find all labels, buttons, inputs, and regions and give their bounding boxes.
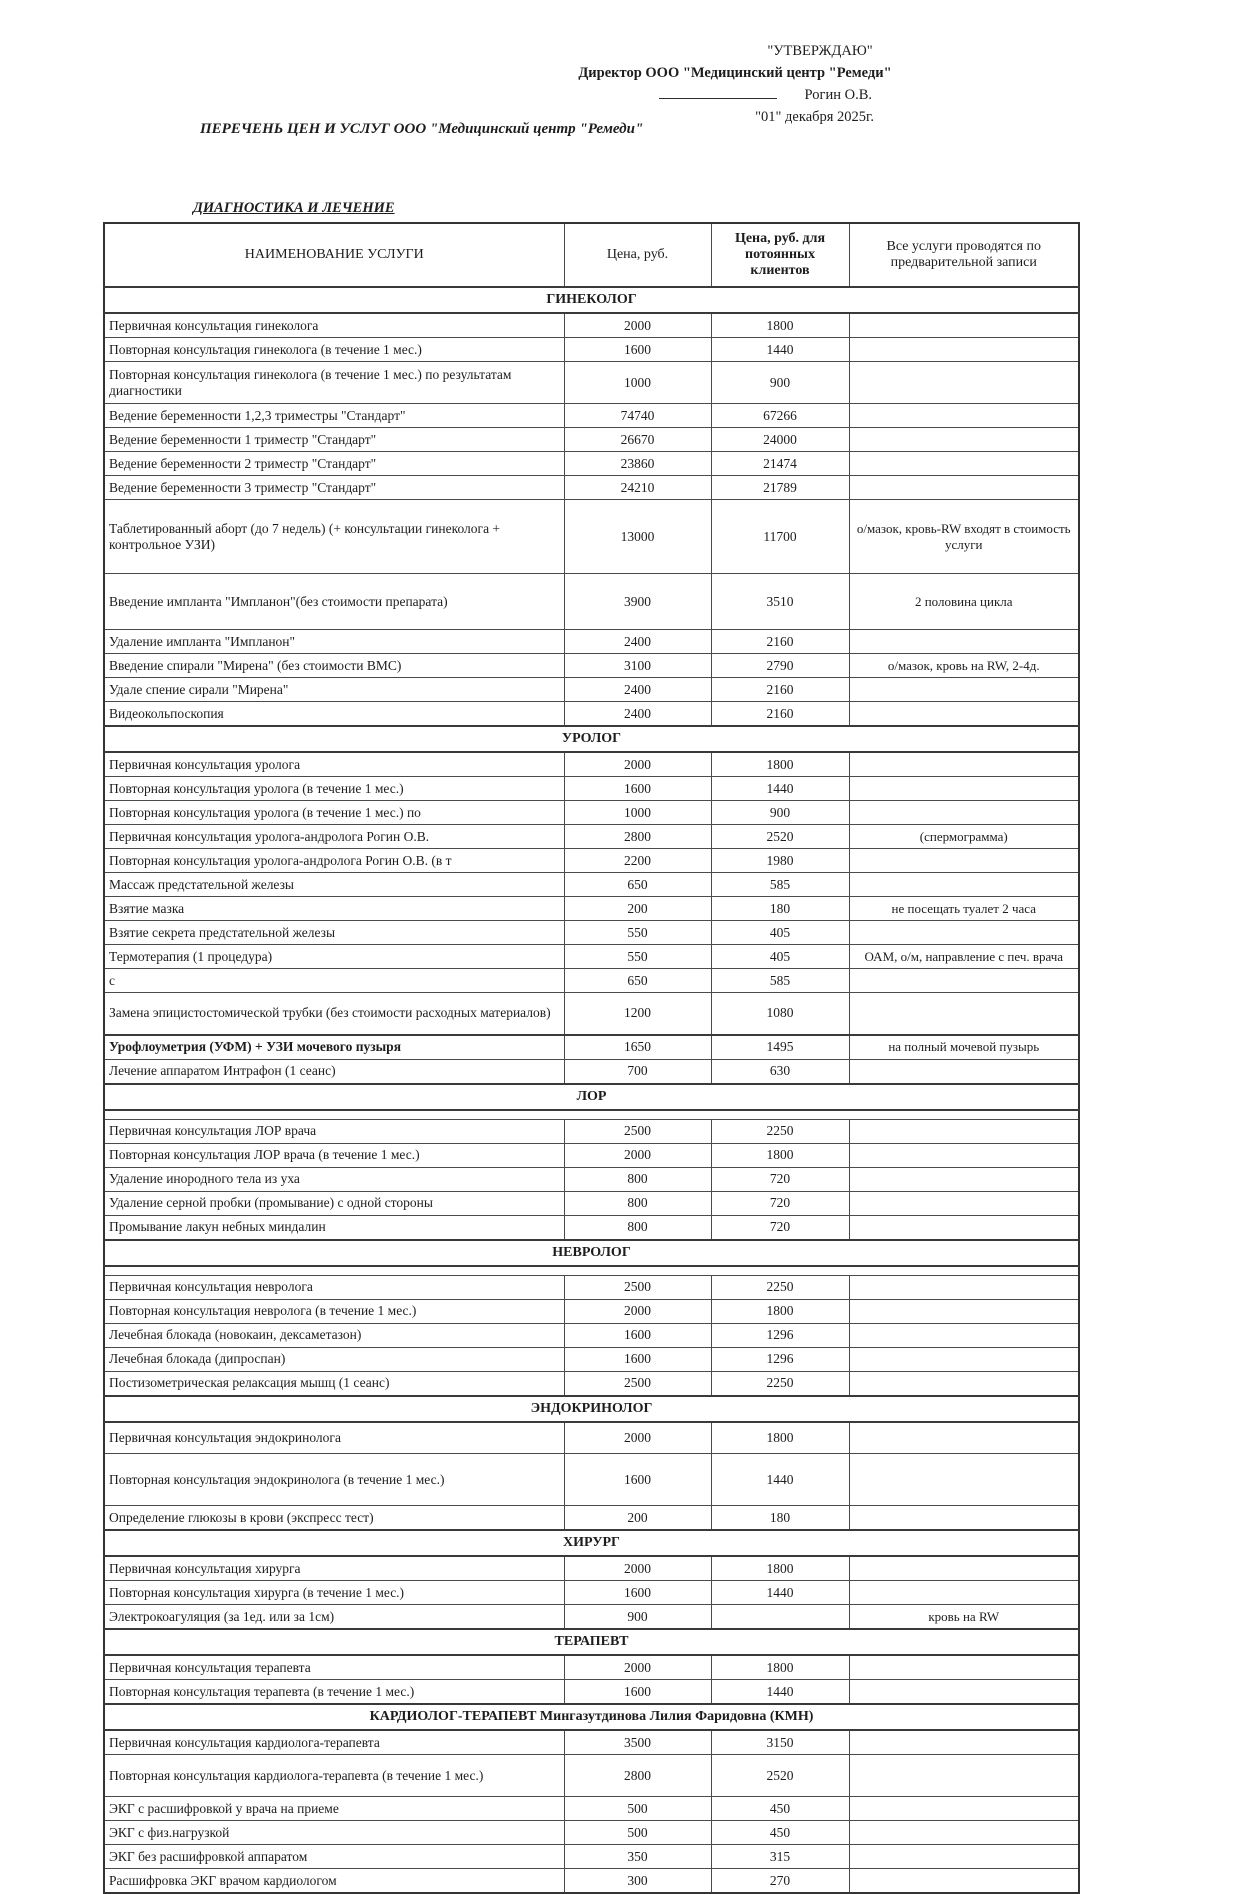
spacer-cell bbox=[104, 1110, 1079, 1120]
service-name-cell: Ведение беременности 3 триместр "Стандарт" bbox=[104, 476, 564, 500]
column-header-price-regular: Цена, руб. для потоянных клиентов bbox=[711, 223, 849, 287]
note-cell: кровь на RW bbox=[849, 1605, 1079, 1630]
note-cell bbox=[849, 801, 1079, 825]
price-regular-cell: 2160 bbox=[711, 630, 849, 654]
note-cell bbox=[849, 1506, 1079, 1531]
service-name-cell: Урофлоуметрия (УФМ) + УЗИ мочевого пузыря bbox=[104, 1035, 564, 1060]
price-regular-cell: 1440 bbox=[711, 1581, 849, 1605]
price-cell: 3500 bbox=[564, 1730, 711, 1755]
note-cell bbox=[849, 630, 1079, 654]
service-row bbox=[104, 1755, 1079, 1797]
section-title: УРОЛОГ bbox=[104, 726, 1079, 752]
note-cell bbox=[849, 1299, 1079, 1323]
service-name-cell: Первичная консультация уролога bbox=[104, 752, 564, 777]
service-name-cell: Повторная консультация гинеколога (в течение 1 мес.) bbox=[104, 338, 564, 362]
price-cell: 300 bbox=[564, 1869, 711, 1894]
section-title: ГИНЕКОЛОГ bbox=[104, 287, 1079, 313]
price-cell: 2800 bbox=[564, 825, 711, 849]
note-cell bbox=[849, 1680, 1079, 1705]
service-name-cell: Введение импланта "Импланон"(без стоимости препарата) bbox=[104, 574, 564, 630]
service-name-cell: Введение спирали "Мирена" (без стоимости ВМС) bbox=[104, 654, 564, 678]
note-cell bbox=[849, 313, 1079, 338]
price-regular-cell: 2250 bbox=[711, 1371, 849, 1396]
service-row bbox=[104, 1143, 1079, 1167]
price-cell: 3900 bbox=[564, 574, 711, 630]
service-row bbox=[104, 574, 1079, 630]
price-table-body bbox=[104, 287, 1079, 1893]
price-regular-cell: 585 bbox=[711, 969, 849, 993]
approval-date: "01" декабря 2025г. bbox=[755, 109, 874, 125]
service-name-cell: Электрокоагуляция (за 1ед. или за 1см) bbox=[104, 1605, 564, 1630]
service-row bbox=[104, 338, 1079, 362]
price-cell: 2500 bbox=[564, 1119, 711, 1143]
price-cell: 1000 bbox=[564, 362, 711, 404]
service-row bbox=[104, 1655, 1079, 1680]
section-title: ТЕРАПЕВТ bbox=[104, 1629, 1079, 1655]
service-name-cell: Лечение аппаратом Интрафон (1 сеанс) bbox=[104, 1059, 564, 1084]
service-row bbox=[104, 1191, 1079, 1215]
price-regular-cell: 2520 bbox=[711, 1755, 849, 1797]
service-name-cell: Удаление импланта "Импланон" bbox=[104, 630, 564, 654]
price-regular-cell: 405 bbox=[711, 921, 849, 945]
service-row bbox=[104, 630, 1079, 654]
price-regular-cell: 180 bbox=[711, 1506, 849, 1531]
price-regular-cell: 720 bbox=[711, 1167, 849, 1191]
price-regular-cell: 24000 bbox=[711, 428, 849, 452]
service-name-cell: Первичная консультация терапевта bbox=[104, 1655, 564, 1680]
price-cell: 650 bbox=[564, 873, 711, 897]
service-row bbox=[104, 897, 1079, 921]
service-row bbox=[104, 428, 1079, 452]
price-cell: 800 bbox=[564, 1191, 711, 1215]
note-cell: ОАМ, о/м, направление с печ. врача bbox=[849, 945, 1079, 969]
note-cell bbox=[849, 1215, 1079, 1240]
price-regular-cell: 1800 bbox=[711, 1655, 849, 1680]
price-regular-cell: 270 bbox=[711, 1869, 849, 1894]
note-cell bbox=[849, 1275, 1079, 1299]
service-name-cell: Термотерапия (1 процедура) bbox=[104, 945, 564, 969]
note-cell bbox=[849, 1371, 1079, 1396]
page-title: ПЕРЕЧЕНЬ ЦЕН И УСЛУГ ООО "Медицинский центр "Ремеди" bbox=[200, 121, 644, 137]
service-name-cell: Повторная консультация эндокринолога (в течение 1 мес.) bbox=[104, 1454, 564, 1506]
service-row bbox=[104, 752, 1079, 777]
price-regular-cell: 900 bbox=[711, 801, 849, 825]
service-name-cell: Взятие мазка bbox=[104, 897, 564, 921]
price-cell: 2000 bbox=[564, 1143, 711, 1167]
price-regular-cell: 180 bbox=[711, 897, 849, 921]
service-name-cell: Первичная консультация хирурга bbox=[104, 1556, 564, 1581]
price-regular-cell: 1495 bbox=[711, 1035, 849, 1060]
price-cell: 1650 bbox=[564, 1035, 711, 1060]
section-header-row bbox=[104, 726, 1079, 752]
service-name-cell: Таблетированный аборт (до 7 недель) (+ консультации гинеколога + контрольное УЗИ) bbox=[104, 500, 564, 574]
note-cell bbox=[849, 1422, 1079, 1454]
service-name-cell: ЭКГ с расшифровкой у врача на приеме bbox=[104, 1797, 564, 1821]
service-name-cell: Первичная консультация эндокринолога bbox=[104, 1422, 564, 1454]
service-row bbox=[104, 1275, 1079, 1299]
price-regular-cell: 720 bbox=[711, 1215, 849, 1240]
price-cell: 3100 bbox=[564, 654, 711, 678]
price-table bbox=[103, 222, 1080, 1894]
price-regular-cell: 3150 bbox=[711, 1730, 849, 1755]
service-row bbox=[104, 1215, 1079, 1240]
service-row bbox=[104, 476, 1079, 500]
note-cell bbox=[849, 1347, 1079, 1371]
note-cell bbox=[849, 1655, 1079, 1680]
section-label: ДИАГНОСТИКА И ЛЕЧЕНИЕ bbox=[193, 200, 395, 216]
note-cell bbox=[849, 1191, 1079, 1215]
price-regular-cell: 1980 bbox=[711, 849, 849, 873]
service-row bbox=[104, 1556, 1079, 1581]
service-name-cell: Повторная консультация гинеколога (в течение 1 мес.) по результатам диагностики bbox=[104, 362, 564, 404]
note-cell bbox=[849, 1821, 1079, 1845]
note-cell bbox=[849, 428, 1079, 452]
price-cell: 700 bbox=[564, 1059, 711, 1084]
price-cell: 2000 bbox=[564, 1422, 711, 1454]
price-regular-cell: 450 bbox=[711, 1821, 849, 1845]
service-row bbox=[104, 969, 1079, 993]
price-regular-cell: 3510 bbox=[711, 574, 849, 630]
note-cell bbox=[849, 1323, 1079, 1347]
service-name-cell: Повторная консультация невролога (в течение 1 мес.) bbox=[104, 1299, 564, 1323]
note-cell bbox=[849, 777, 1079, 801]
service-name-cell: Ведение беременности 1 триместр "Стандарт" bbox=[104, 428, 564, 452]
service-row bbox=[104, 362, 1079, 404]
note-cell bbox=[849, 362, 1079, 404]
section-header-row bbox=[104, 1629, 1079, 1655]
service-name-cell: Расшифровка ЭКГ врачом кардиологом bbox=[104, 1869, 564, 1894]
price-cell: 2000 bbox=[564, 313, 711, 338]
service-name-cell: Массаж предстательной железы bbox=[104, 873, 564, 897]
spacer-row bbox=[104, 1110, 1079, 1120]
note-cell bbox=[849, 849, 1079, 873]
director-line: Директор ООО "Медицинский центр "Ремеди" bbox=[578, 65, 892, 81]
price-regular-cell: 1800 bbox=[711, 752, 849, 777]
approval-block bbox=[560, 40, 910, 128]
price-cell: 2500 bbox=[564, 1371, 711, 1396]
service-row bbox=[104, 1869, 1079, 1894]
service-row bbox=[104, 500, 1079, 574]
service-name-cell: Первичная консультация ЛОР врача bbox=[104, 1119, 564, 1143]
service-name-cell: ЭКГ без расшифровкой аппаратом bbox=[104, 1845, 564, 1869]
note-cell: не посещать туалет 2 часа bbox=[849, 897, 1079, 921]
price-regular-cell: 1800 bbox=[711, 1422, 849, 1454]
price-cell: 2200 bbox=[564, 849, 711, 873]
service-name-cell: Повторная консультация уролога-андролога Рогин О.В. (в т bbox=[104, 849, 564, 873]
price-cell: 2000 bbox=[564, 1556, 711, 1581]
service-name-cell: Повторная консультация ЛОР врача (в течение 1 мес.) bbox=[104, 1143, 564, 1167]
note-cell: (спермограмма) bbox=[849, 825, 1079, 849]
service-name-cell: Ведение беременности 1,2,3 триместры "Стандарт" bbox=[104, 404, 564, 428]
price-regular-cell: 1800 bbox=[711, 1143, 849, 1167]
column-header-note: Все услуги проводятся по предварительной записи bbox=[849, 223, 1079, 287]
service-name-cell: Повторная консультация уролога (в течение 1 мес.) bbox=[104, 777, 564, 801]
service-row bbox=[104, 1035, 1079, 1060]
note-cell bbox=[849, 1845, 1079, 1869]
price-regular-cell: 900 bbox=[711, 362, 849, 404]
service-row bbox=[104, 1680, 1079, 1705]
note-cell bbox=[849, 1119, 1079, 1143]
service-row bbox=[104, 993, 1079, 1035]
price-regular-cell bbox=[711, 1605, 849, 1630]
note-cell bbox=[849, 1730, 1079, 1755]
price-regular-cell: 1800 bbox=[711, 313, 849, 338]
price-regular-cell: 67266 bbox=[711, 404, 849, 428]
price-cell: 1600 bbox=[564, 1680, 711, 1705]
price-cell: 74740 bbox=[564, 404, 711, 428]
service-row bbox=[104, 921, 1079, 945]
price-cell: 2400 bbox=[564, 678, 711, 702]
price-cell: 2000 bbox=[564, 1299, 711, 1323]
service-name-cell: Лечебная блокада (новокаин, дексаметазон) bbox=[104, 1323, 564, 1347]
note-cell bbox=[849, 404, 1079, 428]
note-cell: на полный мочевой пузырь bbox=[849, 1035, 1079, 1060]
price-regular-cell: 1080 bbox=[711, 993, 849, 1035]
table-header-row bbox=[104, 223, 1079, 287]
price-regular-cell: 2250 bbox=[711, 1119, 849, 1143]
service-name-cell: Видеокольпоскопия bbox=[104, 702, 564, 727]
price-cell: 2000 bbox=[564, 1655, 711, 1680]
price-regular-cell: 21474 bbox=[711, 452, 849, 476]
note-cell bbox=[849, 678, 1079, 702]
price-regular-cell: 11700 bbox=[711, 500, 849, 574]
service-row bbox=[104, 849, 1079, 873]
service-row bbox=[104, 702, 1079, 727]
price-cell: 800 bbox=[564, 1215, 711, 1240]
price-cell: 1600 bbox=[564, 1347, 711, 1371]
price-cell: 800 bbox=[564, 1167, 711, 1191]
price-cell: 1600 bbox=[564, 338, 711, 362]
section-title: ХИРУРГ bbox=[104, 1530, 1079, 1556]
price-cell: 13000 bbox=[564, 500, 711, 574]
signer-name: Рогин О.В. bbox=[804, 87, 872, 103]
service-row bbox=[104, 678, 1079, 702]
service-name-cell: Удале спение сирали "Мирена" bbox=[104, 678, 564, 702]
price-cell: 2400 bbox=[564, 702, 711, 727]
price-regular-cell: 2160 bbox=[711, 702, 849, 727]
spacer-row bbox=[104, 1266, 1079, 1276]
note-cell bbox=[849, 752, 1079, 777]
service-row bbox=[104, 801, 1079, 825]
service-name-cell: Повторная консультация кардиолога-терапевта (в течение 1 мес.) bbox=[104, 1755, 564, 1797]
service-row bbox=[104, 1821, 1079, 1845]
service-row bbox=[104, 777, 1079, 801]
service-name-cell: Первичная консультация уролога-андролога Рогин О.В. bbox=[104, 825, 564, 849]
note-cell bbox=[849, 1797, 1079, 1821]
column-header-price: Цена, руб. bbox=[564, 223, 711, 287]
price-cell: 1000 bbox=[564, 801, 711, 825]
approval-word: "УТВЕРЖДАЮ" bbox=[767, 43, 873, 59]
price-regular-cell: 585 bbox=[711, 873, 849, 897]
note-cell bbox=[849, 1167, 1079, 1191]
service-row bbox=[104, 1730, 1079, 1755]
service-name-cell: Взятие секрета предстательной железы bbox=[104, 921, 564, 945]
price-cell: 200 bbox=[564, 897, 711, 921]
section-header-row bbox=[104, 287, 1079, 313]
price-cell: 500 bbox=[564, 1797, 711, 1821]
service-name-cell: Первичная консультация гинеколога bbox=[104, 313, 564, 338]
service-row bbox=[104, 1797, 1079, 1821]
note-cell bbox=[849, 702, 1079, 727]
service-row bbox=[104, 1422, 1079, 1454]
note-cell bbox=[849, 452, 1079, 476]
price-cell: 1200 bbox=[564, 993, 711, 1035]
section-header-row bbox=[104, 1084, 1079, 1110]
note-cell: 2 половина цикла bbox=[849, 574, 1079, 630]
service-row bbox=[104, 1506, 1079, 1531]
service-name-cell: Определение глюкозы в крови (экспресс тест) bbox=[104, 1506, 564, 1531]
section-title: ЛОР bbox=[104, 1084, 1079, 1110]
section-title: ЭНДОКРИНОЛОГ bbox=[104, 1396, 1079, 1422]
price-regular-cell: 1440 bbox=[711, 777, 849, 801]
section-header-row bbox=[104, 1704, 1079, 1730]
service-name-cell: Замена эпицистостомической трубки (без стоимости расходных материалов) bbox=[104, 993, 564, 1035]
price-regular-cell: 405 bbox=[711, 945, 849, 969]
service-row bbox=[104, 1581, 1079, 1605]
service-row bbox=[104, 1323, 1079, 1347]
service-row bbox=[104, 1119, 1079, 1143]
note-cell bbox=[849, 969, 1079, 993]
service-name-cell: ЭКГ с физ.нагрузкой bbox=[104, 1821, 564, 1845]
column-header-service: НАИМЕНОВАНИЕ УСЛУГИ bbox=[104, 223, 564, 287]
price-cell: 24210 bbox=[564, 476, 711, 500]
service-name-cell: с bbox=[104, 969, 564, 993]
signature-line bbox=[560, 84, 910, 106]
section-title: КАРДИОЛОГ-ТЕРАПЕВТ Мингазутдинова Лилия Фаридовна (КМН) bbox=[104, 1704, 1079, 1730]
service-row bbox=[104, 1845, 1079, 1869]
signature-underline bbox=[659, 98, 777, 99]
service-row bbox=[104, 1371, 1079, 1396]
price-cell: 23860 bbox=[564, 452, 711, 476]
price-cell: 500 bbox=[564, 1821, 711, 1845]
service-row bbox=[104, 452, 1079, 476]
price-cell: 1600 bbox=[564, 1454, 711, 1506]
note-cell bbox=[849, 1556, 1079, 1581]
service-row bbox=[104, 1347, 1079, 1371]
price-regular-cell: 450 bbox=[711, 1797, 849, 1821]
service-name-cell: Первичная консультация невролога bbox=[104, 1275, 564, 1299]
note-cell bbox=[849, 1869, 1079, 1894]
price-cell: 2000 bbox=[564, 752, 711, 777]
note-cell bbox=[849, 1755, 1079, 1797]
service-row bbox=[104, 1167, 1079, 1191]
section-header-row bbox=[104, 1240, 1079, 1266]
price-regular-cell: 720 bbox=[711, 1191, 849, 1215]
price-regular-cell: 1296 bbox=[711, 1347, 849, 1371]
price-cell: 550 bbox=[564, 945, 711, 969]
note-cell bbox=[849, 1581, 1079, 1605]
service-row bbox=[104, 1299, 1079, 1323]
price-regular-cell: 2250 bbox=[711, 1275, 849, 1299]
note-cell bbox=[849, 1059, 1079, 1084]
note-cell: о/мазок, кровь на RW, 2-4д. bbox=[849, 654, 1079, 678]
price-cell: 1600 bbox=[564, 1581, 711, 1605]
note-cell bbox=[849, 993, 1079, 1035]
price-regular-cell: 1440 bbox=[711, 1680, 849, 1705]
service-name-cell: Промывание лакун небных миндалин bbox=[104, 1215, 564, 1240]
service-name-cell: Удаление серной пробки (промывание) с одной стороны bbox=[104, 1191, 564, 1215]
price-cell: 650 bbox=[564, 969, 711, 993]
price-regular-cell: 2160 bbox=[711, 678, 849, 702]
service-row bbox=[104, 945, 1079, 969]
section-title: НЕВРОЛОГ bbox=[104, 1240, 1079, 1266]
price-cell: 1600 bbox=[564, 1323, 711, 1347]
service-name-cell: Повторная консультация уролога (в течение 1 мес.) по bbox=[104, 801, 564, 825]
section-header-row bbox=[104, 1396, 1079, 1422]
price-regular-cell: 2790 bbox=[711, 654, 849, 678]
service-name-cell: Повторная консультация хирурга (в течение 1 мес.) bbox=[104, 1581, 564, 1605]
price-cell: 1600 bbox=[564, 777, 711, 801]
service-row bbox=[104, 1605, 1079, 1630]
price-regular-cell: 21789 bbox=[711, 476, 849, 500]
price-cell: 550 bbox=[564, 921, 711, 945]
service-row bbox=[104, 313, 1079, 338]
service-row bbox=[104, 1059, 1079, 1084]
note-cell bbox=[849, 873, 1079, 897]
price-cell: 2800 bbox=[564, 1755, 711, 1797]
price-regular-cell: 1440 bbox=[711, 338, 849, 362]
service-row bbox=[104, 1454, 1079, 1506]
service-name-cell: Первичная консультация кардиолога-терапевта bbox=[104, 1730, 564, 1755]
price-cell: 200 bbox=[564, 1506, 711, 1531]
price-regular-cell: 1800 bbox=[711, 1556, 849, 1581]
service-name-cell: Постизометрическая релаксация мышц (1 сеанс) bbox=[104, 1371, 564, 1396]
price-cell: 350 bbox=[564, 1845, 711, 1869]
service-row bbox=[104, 404, 1079, 428]
price-regular-cell: 315 bbox=[711, 1845, 849, 1869]
price-regular-cell: 1296 bbox=[711, 1323, 849, 1347]
note-cell bbox=[849, 1454, 1079, 1506]
note-cell bbox=[849, 338, 1079, 362]
price-cell: 900 bbox=[564, 1605, 711, 1630]
note-cell bbox=[849, 921, 1079, 945]
note-cell bbox=[849, 476, 1079, 500]
service-name-cell: Лечебная блокада (дипроспан) bbox=[104, 1347, 564, 1371]
price-regular-cell: 2520 bbox=[711, 825, 849, 849]
service-row bbox=[104, 825, 1079, 849]
service-name-cell: Ведение беременности 2 триместр "Стандарт" bbox=[104, 452, 564, 476]
price-cell: 2400 bbox=[564, 630, 711, 654]
price-regular-cell: 630 bbox=[711, 1059, 849, 1084]
spacer-cell bbox=[104, 1266, 1079, 1276]
note-cell: о/мазок, кровь-RW входят в стоимость услуги bbox=[849, 500, 1079, 574]
service-name-cell: Повторная консультация терапевта (в течение 1 мес.) bbox=[104, 1680, 564, 1705]
service-name-cell: Удаление инородного тела из уха bbox=[104, 1167, 564, 1191]
price-regular-cell: 1440 bbox=[711, 1454, 849, 1506]
service-row bbox=[104, 873, 1079, 897]
section-header-row bbox=[104, 1530, 1079, 1556]
price-regular-cell: 1800 bbox=[711, 1299, 849, 1323]
price-cell: 26670 bbox=[564, 428, 711, 452]
price-cell: 2500 bbox=[564, 1275, 711, 1299]
note-cell bbox=[849, 1143, 1079, 1167]
service-row bbox=[104, 654, 1079, 678]
